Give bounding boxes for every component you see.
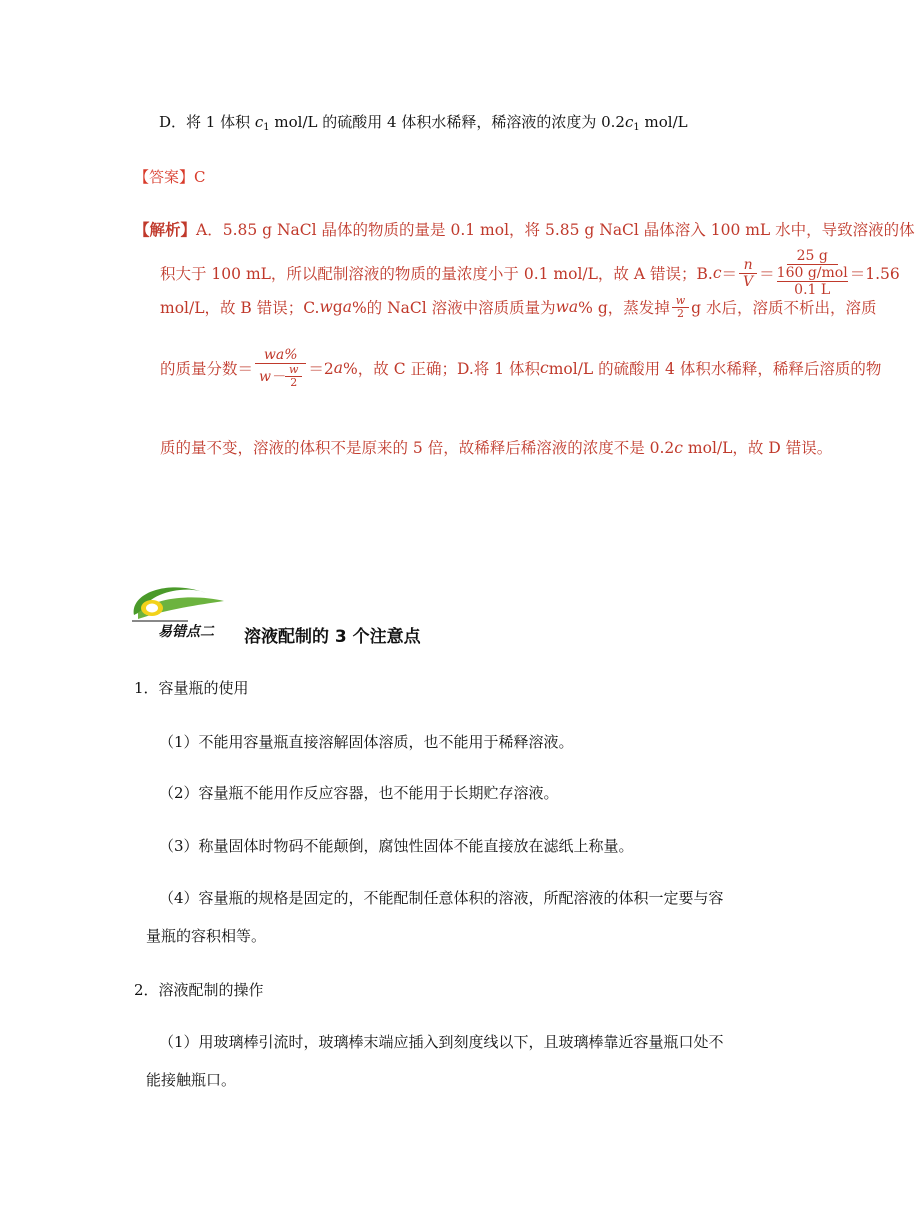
item-1-point-3: （3）称量固体时物码不能颠倒，腐蚀性固体不能直接放在滤纸上称量。	[159, 837, 634, 855]
analysis-label: 【解析】	[134, 220, 197, 239]
option-d: D．将 1 体积 $c_1$ mol/L 的硫酸用 4 体积水稀释，稀溶液的浓度为 $0.2c_1$ mol/L	[159, 113, 688, 133]
fraction-mass-fraction: wa% w－ $\frac{w}{2}$	[255, 347, 306, 389]
analysis-line-3: mol/L，故 B 错误；C. w g a %的 NaCl 溶液中溶质质量为 wa % g，蒸发掉 $\frac{w}{2}$ g 水后，溶质不析出，溶质	[160, 293, 877, 320]
answer-value: C	[194, 168, 206, 186]
fraction-n-over-v: $\frac{n}{V}$	[739, 257, 757, 290]
item-1-point-4: （4）容量瓶的规格是固定的，不能配制任意体积的溶液，所配溶液的体积一定要与容	[159, 889, 724, 907]
item-2-heading: 2．溶液配制的操作	[134, 981, 264, 999]
answer-line	[134, 166, 206, 187]
item-1-point-1: （1）不能用容量瓶直接溶解固体溶质，也不能用于稀释溶液。	[159, 733, 574, 751]
analysis-line-1: 【解析】A．5.85 g NaCl 晶体的物质的量是 0.1 mol，将 5.85 g NaCl 晶体溶入 100 mL 水中，导致溶液的体	[134, 220, 915, 239]
item-1-point-2: （2）容量瓶不能用作反应容器，也不能用于长期贮存溶液。	[159, 784, 559, 802]
analysis-line-4: 的质量分数＝ wa% w－ $\frac{w}{2}$ ＝2 a %，故 C 正确；D.将 1 体积 c mol/L 的硫酸用 4 体积水稀释，稀释后溶质的物	[160, 347, 882, 389]
item-1-point-4-cont: 量瓶的容积相等。	[146, 927, 267, 945]
item-1-heading: 1．容量瓶的使用	[134, 679, 249, 697]
answer-label: 【答案】	[134, 168, 195, 186]
section-title: 溶液配制的 3 个注意点	[244, 627, 421, 647]
section-badge-text: 易错点二	[158, 624, 214, 640]
analysis-line-2: 积大于 100 mL，所以配制溶液的物质的量浓度小于 0.1 mol/L，故 A 错误；B. c ＝ $\frac{n}{V}$ ＝ 25 g 160 g/mol 0.1 L ＝1.56	[160, 248, 900, 298]
fraction-mass-over-volume: 25 g 160 g/mol 0.1 L	[776, 248, 848, 298]
fraction-w-over-2: $\frac{w}{2}$	[672, 295, 689, 320]
section-badge	[128, 575, 238, 643]
item-2-point-1-cont: 能接触瓶口。	[146, 1071, 237, 1089]
analysis-line-5: 质的量不变，溶液的体积不是原来的 5 倍，故稀释后稀溶液的浓度不是 0.2c mol/L，故 D 错误。	[160, 439, 833, 457]
item-2-point-1: （1）用玻璃棒引流时，玻璃棒末端应插入到刻度线以下，且玻璃棒靠近容量瓶口处不	[159, 1033, 724, 1051]
